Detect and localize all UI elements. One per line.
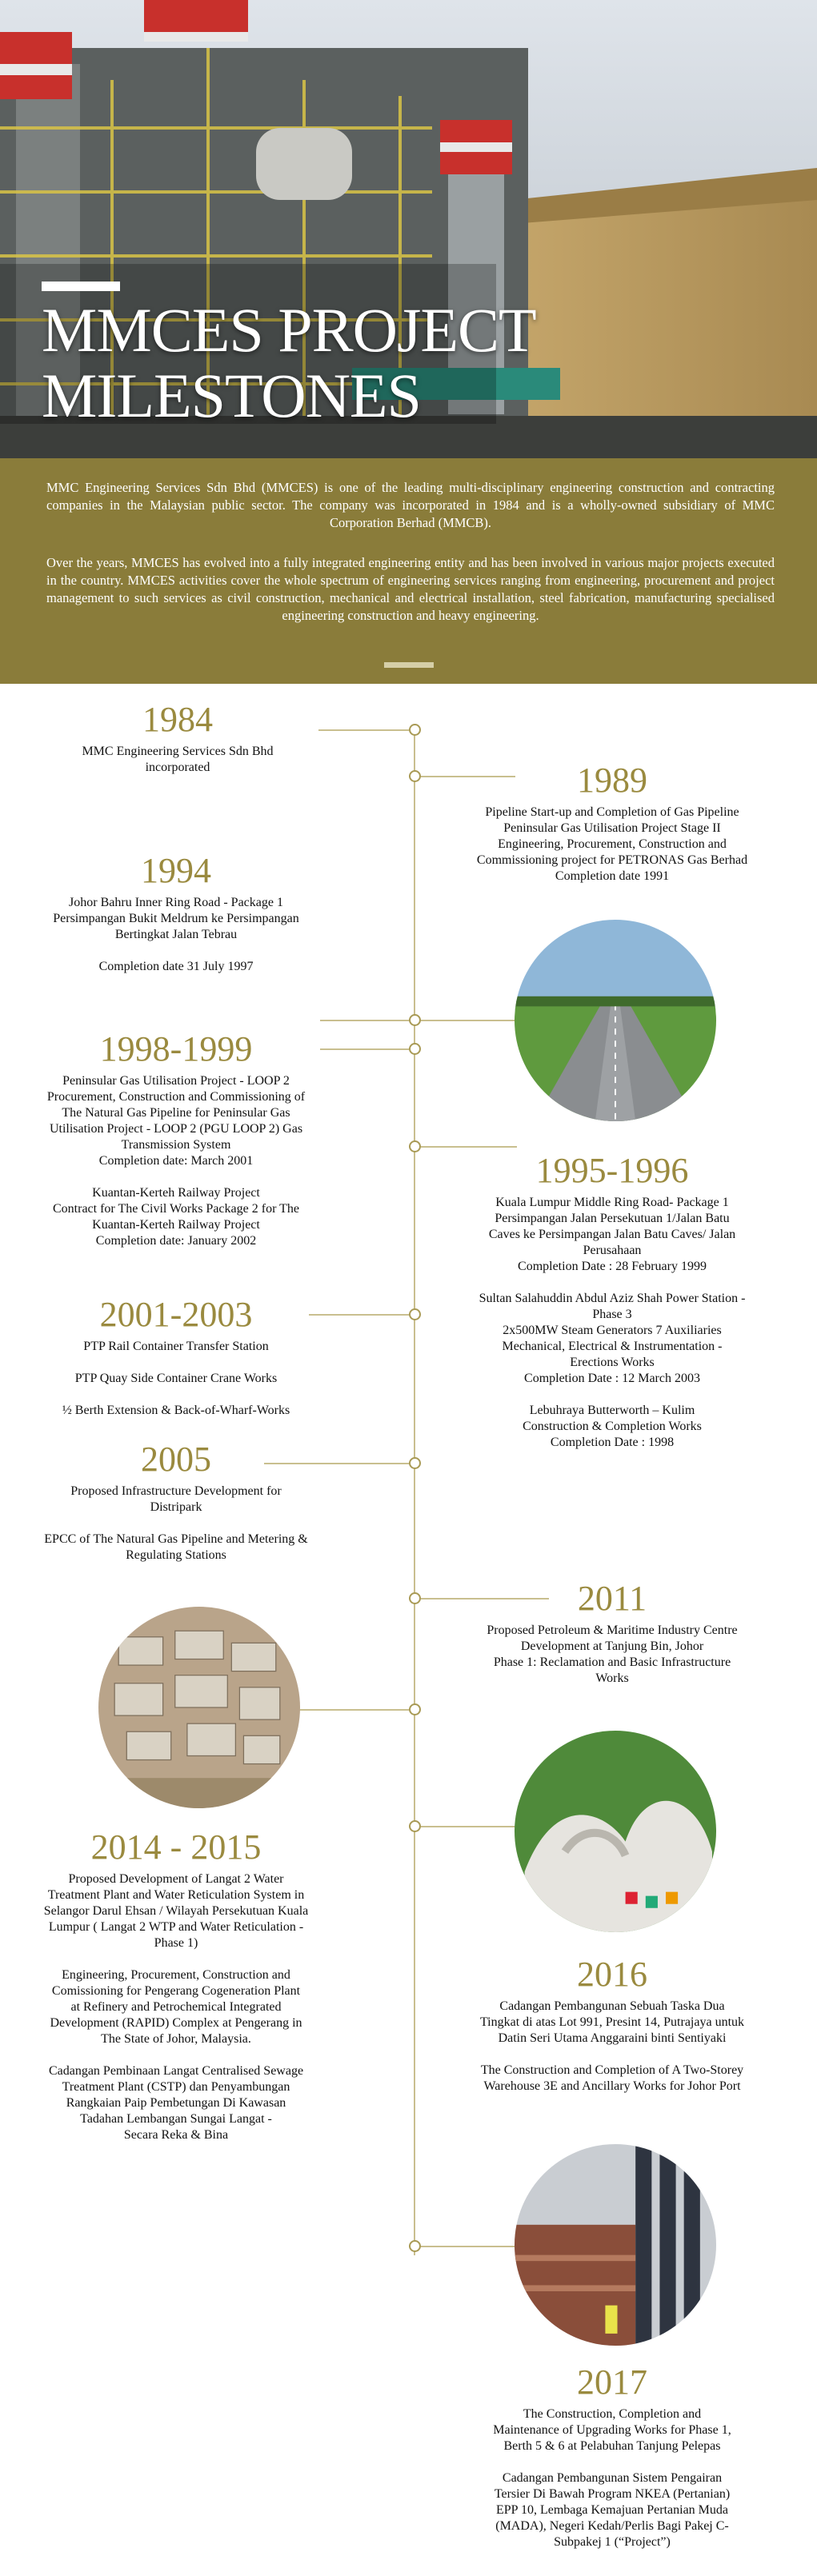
timeline-node-2005 bbox=[409, 1457, 421, 1469]
timeline-node-photo-site bbox=[409, 1703, 421, 1715]
milestone-text: MMC Engineering Services Sdn Bhd incorporated bbox=[82, 745, 274, 774]
timeline-node-1994 bbox=[409, 1014, 421, 1026]
building-image bbox=[515, 1731, 716, 1932]
photo-port bbox=[515, 2144, 716, 2346]
timeline-node-2011 bbox=[409, 1592, 421, 1604]
connector-photo-road bbox=[421, 1020, 517, 1021]
intro-paragraph-1: MMC Engineering Services Sdn Bhd (MMCES) is one of the leading multi-disciplinary engineering construction and contracting companies in the Malaysian public sector. The company was incorporated in 1984 and is a wholly-owned subsidiary of MMC Corporation Berhad (MMCB). bbox=[46, 480, 775, 530]
milestone-text: Sultan Salahuddin Abdul Aziz Shah Power Station - Phase 3 2x500MW Steam Generators 7 Auxiliaries Mechanical, Electrical & Instrumentation - Erections Works Completion Date : 12 March 2003 bbox=[479, 1292, 746, 1385]
timeline-axis bbox=[414, 728, 415, 2255]
milestone-year: 1994 bbox=[141, 851, 211, 890]
connector-1984 bbox=[318, 729, 409, 731]
hero-banner bbox=[0, 0, 817, 458]
milestone-1989 bbox=[436, 761, 788, 901]
milestone-year: 1995-1996 bbox=[535, 1151, 689, 1190]
milestone-text: Proposed Petroleum & Maritime Industry Centre Development at Tanjung Bin, Johor Phase 1: Reclamation and Basic Infrastructure Works bbox=[487, 1623, 738, 1685]
milestone-2005 bbox=[16, 1440, 336, 1580]
milestone-2017 bbox=[436, 2363, 788, 2566]
photo-construction-site bbox=[98, 1607, 300, 1808]
milestone-text: PTP Rail Container Transfer Station bbox=[83, 1340, 269, 1353]
connector-2016 bbox=[421, 2246, 517, 2247]
construction-site-image bbox=[98, 1607, 300, 1808]
page-title-line2: MILESTONES bbox=[42, 361, 421, 430]
milestone-2014-2015 bbox=[16, 1828, 336, 2159]
milestone-text: Proposed Development of Langat 2 Water Treatment Plant and Water Reticulation System in Selangor Darul Ehsan / Wilayah Persekutuan Kuala Lumpur ( Langat 2 WTP and Water Reticulation - Phase 1) bbox=[43, 1872, 309, 1950]
milestone-text: PTP Quay Side Container Crane Works bbox=[74, 1372, 278, 1385]
milestone-text: The Construction and Completion of A Two-Storey Warehouse 3E and Ancillary Works for Johor Port bbox=[480, 2063, 744, 2093]
timeline-node-2001 bbox=[409, 1308, 421, 1320]
connector-1995 bbox=[421, 1146, 517, 1148]
intro-section bbox=[0, 458, 817, 684]
milestone-year: 1989 bbox=[577, 761, 647, 800]
milestone-year: 2005 bbox=[141, 1440, 211, 1479]
milestone-text: Peninsular Gas Utilisation Project - LOOP 2 Procurement, Construction and Commissioning of The Natural Gas Pipeline for Peninsular Gas Utilisation Project - LOOP 2 (PGU LOOP 2) Gas Transmission System Completion date: March 2001 bbox=[46, 1074, 306, 1168]
milestone-year: 1984 bbox=[142, 700, 213, 739]
connector-photo-site bbox=[296, 1709, 409, 1711]
milestone-text: ½ Berth Extension & Back-of-Wharf-Works bbox=[62, 1404, 290, 1417]
milestone-2011 bbox=[436, 1580, 788, 1703]
timeline-node-2016 bbox=[409, 2240, 421, 2252]
milestone-text: Cadangan Pembangunan Sistem Pengairan Tersier Di Bawah Program NKEA (Pertanian) EPP 10, Lembaga Kemajuan Pertanian Muda (MADA), Negeri Kedah/Perlis Bagi Pakej C- Subpakej 1 (“Project”) bbox=[494, 2471, 731, 2549]
milestone-text: Proposed Infrastructure Development for Distripark bbox=[70, 1484, 282, 1514]
title-accent-bar bbox=[42, 282, 120, 291]
milestone-text: Pipeline Start-up and Completion of Gas Pipeline Peninsular Gas Utilisation Project Stage II Engineering, Procurement, Construction and Commissioning project for PETRONAS Gas Berhad Completion date 1991 bbox=[476, 805, 748, 883]
milestone-year: 2017 bbox=[577, 2362, 647, 2402]
milestone-year: 1998-1999 bbox=[99, 1029, 253, 1068]
milestone-text: Engineering, Procurement, Construction and Comissioning for Pengerang Cogeneration Plant at Refinery and Petrochemical Integrated Development (RAPID) Complex at Pengerang in The State of Johor, Malaysia. bbox=[50, 1968, 302, 2046]
milestone-text: Johor Bahru Inner Ring Road - Package 1 Persimpangan Bukit Meldrum ke Persimpangan Bertingkat Jalan Tebrau bbox=[53, 896, 299, 941]
milestone-1998-1999 bbox=[16, 1030, 336, 1265]
highway-image bbox=[515, 920, 716, 1121]
intro-paragraph-2: Over the years, MMCES has evolved into a fully integrated engineering entity and has been involved in various major projects executed in the country. MMCES activities cover the whole spectrum of engineering services ranging from engineering, procurement and project management to such services as civil construction, mechanical and electrical installation, steel fabrication, manufacturing specialised engineering construction and heavy engineering. bbox=[46, 555, 775, 623]
timeline-node-2014 bbox=[409, 1820, 421, 1832]
milestone-year: 2014 - 2015 bbox=[90, 1827, 262, 1867]
port-construction-image bbox=[515, 2144, 716, 2346]
timeline-node-1984 bbox=[409, 724, 421, 736]
milestone-2016 bbox=[436, 1955, 788, 2111]
milestone-text: The Construction, Completion and Maintenance of Upgrading Works for Phase 1, Berth 5 & 6 at Pelabuhan Tanjung Pelepas bbox=[493, 2407, 731, 2453]
timeline-node-1995 bbox=[409, 1140, 421, 1152]
milestone-text: Cadangan Pembangunan Sebuah Taska Dua Tingkat di atas Lot 991, Presint 14, Putrajaya untuk Datin Seri Utama Anggaraini binti Sentiyaki bbox=[479, 1999, 745, 2045]
connector-2014 bbox=[421, 1826, 517, 1827]
intro-divider bbox=[384, 662, 434, 668]
page-title bbox=[42, 295, 536, 430]
milestone-text: Completion date 31 July 1997 bbox=[98, 960, 254, 973]
photo-highway bbox=[515, 920, 716, 1121]
connector-2001 bbox=[309, 1314, 409, 1316]
photo-building bbox=[515, 1731, 716, 1932]
milestone-text: EPCC of The Natural Gas Pipeline and Metering & Regulating Stations bbox=[44, 1532, 308, 1562]
milestone-text: Lebuhraya Butterworth – Kulim Construction & Completion Works Completion Date : 1998 bbox=[523, 1404, 702, 1449]
connector-1994 bbox=[320, 1020, 409, 1021]
milestone-2001-2003 bbox=[32, 1296, 320, 1435]
timeline-node-1989 bbox=[409, 770, 421, 782]
milestone-year: 2001-2003 bbox=[99, 1295, 253, 1334]
milestone-1984 bbox=[50, 701, 306, 792]
timeline-node-1998 bbox=[409, 1043, 421, 1055]
milestone-text: Cadangan Pembinaan Langat Centralised Sewage Treatment Plant (CSTP) dan Penyambungan Rangkaian Paip Pembetungan Di Kawasan Tadahan Lembangan Sungai Langat - Secara Reka & Bina bbox=[48, 2064, 304, 2142]
milestone-year: 2011 bbox=[577, 1579, 647, 1618]
milestone-year: 2016 bbox=[577, 1955, 647, 1994]
page-title-line1: MMCES PROJECT bbox=[42, 295, 536, 365]
milestone-text: Kuantan-Kerteh Railway Project Contract for The Civil Works Package 2 for The Kuantan-Kerteh Railway Project Completion date: January 2002 bbox=[53, 1186, 299, 1248]
milestone-text: Kuala Lumpur Middle Ring Road- Package 1 Persimpangan Jalan Persekutuan 1/Jalan Batu Caves ke Persimpangan Jalan Batu Caves/ Jalan Perusahaan Completion Date : 28 February 1999 bbox=[488, 1196, 736, 1273]
milestone-1994 bbox=[32, 852, 320, 991]
milestone-1995-1996 bbox=[436, 1152, 788, 1467]
